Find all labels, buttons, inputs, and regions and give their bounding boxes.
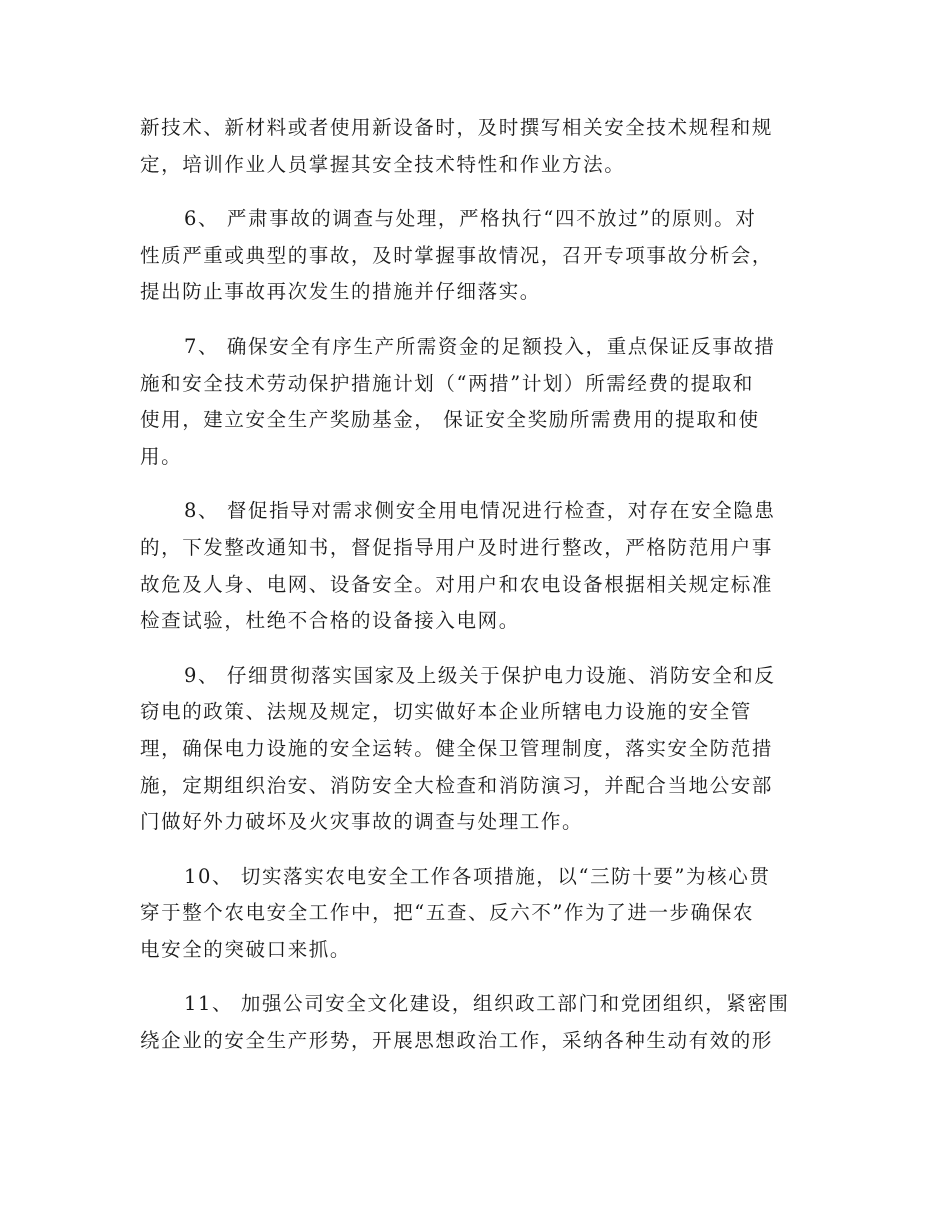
text-line: 故危及人身、电网、设备安全。对用户和农电设备根据相关规定标准: [140, 572, 774, 596]
text-line: 用。: [140, 444, 183, 468]
text-line: 门做好外力破坏及火灾事故的调查与处理工作。: [140, 810, 584, 834]
text-line: 新技术、新材料或者使用新设备时，及时撰写相关安全技术规程和规: [140, 116, 774, 139]
text-line: 提出防止事故再次发生的措施并仔细落实。: [140, 280, 541, 304]
item-6-first-line: 6、 严肃事故的调查与处理，严格执行“四不放过”的原则。对: [184, 207, 757, 231]
text-line: 理，确保电力设施的安全运转。健全保卫管理制度，落实安全防范措: [140, 736, 774, 760]
document-body: [140, 110, 810, 1060]
item-10-first-line: 10、 切实落实农电安全工作各项措施，以“三防十要”为核心贯: [184, 864, 771, 888]
item-7-first-line: 7、 确保安全有序生产所需资金的足额投入，重点保证反事故措: [184, 334, 776, 358]
text-line: 电安全的突破口来抓。: [140, 937, 352, 961]
text-line: 检查试验，杜绝不合格的设备接入电网。: [140, 609, 520, 633]
text-line: 定，培训作业人员掌握其安全技术特性和作业方法。: [140, 152, 626, 176]
text-line: 施和安全技术劳动保护措施计划（“两措”计划）所需经费的提取和: [140, 371, 754, 395]
item-8-first-line: 8、 督促指导对需求侧安全用电情况进行检查，对存在安全隐患: [184, 499, 776, 523]
text-line: 性质严重或典型的事故，及时掌握事故情况，召开专项事故分析会，: [140, 243, 774, 267]
text-line: 穿于整个农电安全工作中，把“五查、反六不”作为了进一步确保农: [140, 901, 754, 925]
text-line: 施，定期组织治安、消防安全大检查和消防演习，并配合当地公安部: [140, 773, 774, 797]
item-11-first-line: 11、 加强公司安全文化建设，组织政工部门和党团组织，紧密围: [184, 992, 790, 1016]
text-line: 窃电的政策、法规及规定，切实做好本企业所辖电力设施的安全管: [140, 700, 752, 724]
item-9-first-line: 9、 仔细贯彻落实国家及上级关于保护电力设施、消防安全和反: [184, 663, 776, 687]
text-line: 绕企业的安全生产形势，开展思想政治工作，采纳各种生动有效的形: [140, 1029, 774, 1053]
text-line: 使用，建立安全生产奖励基金， 保证安全奖励所需费用的提取和使: [140, 408, 760, 432]
text-line: 的，下发整改通知书，督促指导用户及时进行整改，严格防范用户事: [140, 535, 774, 559]
